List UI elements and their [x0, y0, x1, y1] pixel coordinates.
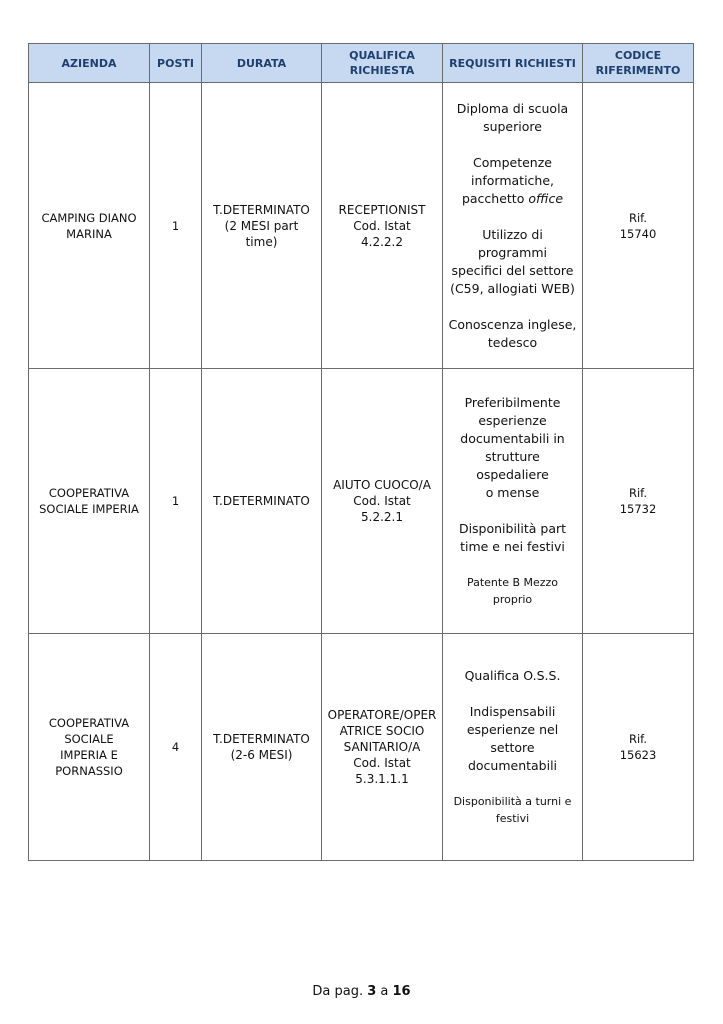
cell-requisiti [443, 369, 583, 634]
requisito: Disponibilità part time e nei festivi [458, 521, 567, 554]
requisito: Qualifica O.S.S. [464, 668, 561, 683]
requisito: Indispensabili esperienze nel settore documentabili [466, 704, 559, 773]
requisito: Preferibilmente esperienze documentabili in strutture ospedaliere o mense [460, 395, 565, 500]
cell-posti: 4 [150, 634, 202, 861]
cell-qualifica: AIUTO CUOCO/A Cod. Istat 5.2.2.1 [322, 369, 443, 634]
cell-codice: Rif. 15732 [583, 369, 694, 634]
header-requisiti: REQUISITI RICHIESTI [443, 44, 583, 83]
cell-azienda: COOPERATIVA SOCIALE IMPERIA E PORNASSIO [29, 634, 150, 861]
table-header [29, 44, 694, 83]
cell-qualifica: OPERATORE/OPER ATRICE SOCIO SANITARIO/A Cod. Istat 5.3.1.1.1 [322, 634, 443, 861]
requisito: Diploma di scuola superiore [456, 100, 569, 134]
cell-posti: 1 [150, 83, 202, 369]
cell-requisiti [443, 83, 583, 369]
cell-durata: T.DETERMINATO [202, 369, 322, 634]
current-page-number: 3 [367, 984, 377, 999]
footer-middle: a [376, 984, 393, 999]
total-pages-number: 16 [392, 984, 411, 999]
cell-durata: T.DETERMINATO (2 MESI part time) [202, 83, 322, 369]
cell-azienda: CAMPING DIANO MARINA [29, 83, 150, 369]
cell-requisiti [443, 634, 583, 861]
job-offers-table [28, 43, 694, 861]
table-row [29, 634, 694, 861]
requisito: Patente B Mezzo proprio [466, 576, 559, 606]
requisito: Conoscenza inglese, tedesco [448, 316, 577, 350]
header-codice: CODICE RIFERIMENTO [583, 44, 694, 83]
cell-durata: T.DETERMINATO (2-6 MESI) [202, 634, 322, 861]
requisito: Utilizzo di programmi specifici del settore (C59, allogiati WEB) [450, 226, 575, 296]
cell-qualifica: RECEPTIONIST Cod. Istat 4.2.2.2 [322, 83, 443, 369]
requisito: Disponibilità a turni e festivi [453, 795, 572, 825]
cell-posti: 1 [150, 369, 202, 634]
header-durata: DURATA [202, 44, 322, 83]
table-row [29, 369, 694, 634]
header-azienda: AZIENDA [29, 44, 150, 83]
footer-prefix: Da pag. [312, 984, 368, 999]
page-footer [0, 984, 723, 999]
cell-codice: Rif. 15623 [583, 634, 694, 861]
header-qualifica: QUALIFICA RICHIESTA [322, 44, 443, 83]
header-posti: POSTI [150, 44, 202, 83]
table-row [29, 83, 694, 369]
requisito: Competenze informatiche, pacchetto office [461, 154, 564, 206]
cell-azienda: COOPERATIVA SOCIALE IMPERIA [29, 369, 150, 634]
cell-codice: Rif. 15740 [583, 83, 694, 369]
